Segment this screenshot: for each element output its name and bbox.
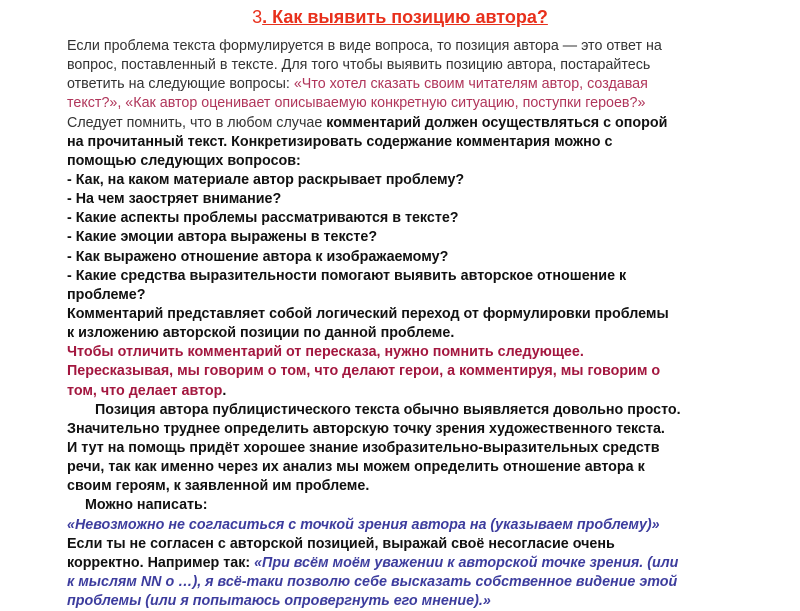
text-segment-blue: к мыслям NN о …), я всё-таки позволю себе высказать собственное видение этой bbox=[67, 573, 678, 590]
text-segment-bold: Комментарий представляет собой логический переход от формулировки проблемы bbox=[67, 305, 669, 322]
text-line bbox=[67, 592, 757, 611]
text-segment-bold: Позиция автора публицистического текста обычно выявляется довольно просто. bbox=[95, 401, 681, 418]
text-segment-bold: проблеме? bbox=[67, 286, 146, 303]
text-segment-bold: - Какие аспекты проблемы рассматриваются в тексте? bbox=[67, 210, 459, 227]
text-line bbox=[67, 133, 757, 152]
text-line bbox=[67, 477, 757, 496]
text-line bbox=[67, 324, 757, 343]
text-segment-red: Чтобы отличить комментарий от пересказа, нужно помнить следующее. bbox=[67, 344, 584, 361]
text-segment-bold: - На чем заостряет внимание? bbox=[67, 191, 282, 208]
text-line bbox=[67, 152, 757, 171]
text-line bbox=[67, 343, 757, 362]
text-line bbox=[67, 573, 757, 592]
text-line bbox=[67, 382, 757, 401]
text-segment-bold: комментарий должен осуществляться с опорой bbox=[326, 114, 668, 131]
text-segment-blue: «Невозможно не согласиться с точкой зрения автора на (указываем проблему)» bbox=[67, 516, 660, 533]
text-segment-bold: речи, так как именно через их анализ мы можем определить отношение автора к bbox=[67, 459, 645, 476]
slide-title bbox=[0, 7, 800, 28]
text-segment-bold: Можно написать: bbox=[85, 497, 208, 514]
text-line bbox=[67, 420, 757, 439]
text-line bbox=[67, 209, 757, 228]
text-line bbox=[67, 554, 757, 573]
text-segment-bold: помощью следующих вопросов: bbox=[67, 152, 301, 169]
text-line bbox=[67, 286, 757, 305]
text-segment-red: том, что делает автор bbox=[67, 382, 223, 399]
text-segment-blue: «При всём моём уважении к авторской точке зрения. (или bbox=[254, 554, 679, 571]
text-line bbox=[67, 362, 757, 381]
text-segment-bold: - Какие эмоции автора выражены в тексте? bbox=[67, 229, 378, 246]
text-segment-bold: - Как, на каком материале автор раскрывает проблему? bbox=[67, 171, 465, 188]
text-line bbox=[67, 248, 757, 267]
title-number: 3 bbox=[252, 7, 263, 27]
text-segment-bold: своим героям, к заявленной им проблеме. bbox=[67, 478, 370, 495]
title-text: . Как выявить позицию автора? bbox=[262, 7, 548, 27]
text-line bbox=[67, 305, 757, 324]
text-segment-bold: - Какие средства выразительности помогают выявить авторское отношение к bbox=[67, 267, 627, 284]
text-line bbox=[67, 171, 757, 190]
text-segment-bold: на прочитанный текст. Конкретизировать содержание комментария можно с bbox=[67, 133, 613, 150]
text-line bbox=[67, 516, 757, 535]
text-line bbox=[67, 458, 757, 477]
text-line bbox=[67, 75, 757, 94]
text-line bbox=[67, 267, 757, 286]
text-segment-bold: - Как выражено отношение автора к изображаемому? bbox=[67, 248, 449, 265]
text-segment-pink: «Что хотел сказать своим читателям автор, создавая bbox=[293, 76, 648, 93]
text-line bbox=[67, 114, 757, 133]
text-line bbox=[67, 190, 757, 209]
text-segment-normal: Если проблема текста формулируется в виде вопроса, то позиция автора — это ответ на bbox=[67, 38, 662, 54]
text-segment-bold: И тут на помощь придёт хорошее знание изобразительно-выразительных средств bbox=[67, 439, 660, 456]
text-line bbox=[67, 56, 757, 75]
text-line bbox=[67, 401, 757, 420]
text-segment-pink: текст?», «Как автор оценивает описываемую конкретную ситуацию, поступки героев?» bbox=[67, 95, 646, 112]
text-segment-normal: Следует помнить, что в любом случае bbox=[67, 114, 327, 131]
slide-body-text bbox=[67, 37, 757, 611]
text-line bbox=[67, 94, 757, 113]
text-segment-bold: Если ты не согласен с авторской позицией, выражай своё несогласие очень bbox=[67, 535, 615, 552]
text-segment-bold: к изложению авторской позиции по данной проблеме. bbox=[67, 325, 455, 342]
text-segment-bold: . bbox=[222, 382, 227, 399]
text-segment-normal: вопрос, поставленный в тексте. Для того чтобы выявить позицию автора, постарайтесь bbox=[67, 57, 651, 74]
text-line bbox=[67, 37, 757, 56]
text-segment-normal: ответить на следующие вопросы: bbox=[67, 76, 294, 93]
text-segment-bold: Значительно труднее определить авторскую точку зрения художественного текста. bbox=[67, 420, 665, 437]
text-line bbox=[67, 439, 757, 458]
text-line bbox=[67, 535, 757, 554]
text-line bbox=[67, 496, 757, 515]
text-segment-red: Пересказывая, мы говорим о том, что делают герои, а комментируя, мы говорим о bbox=[67, 363, 661, 380]
text-segment-bold: корректно. Например так: bbox=[67, 554, 255, 571]
text-line bbox=[67, 228, 757, 247]
text-segment-blue: проблемы (или я попытаюсь опровергнуть его мнение).» bbox=[67, 593, 491, 610]
